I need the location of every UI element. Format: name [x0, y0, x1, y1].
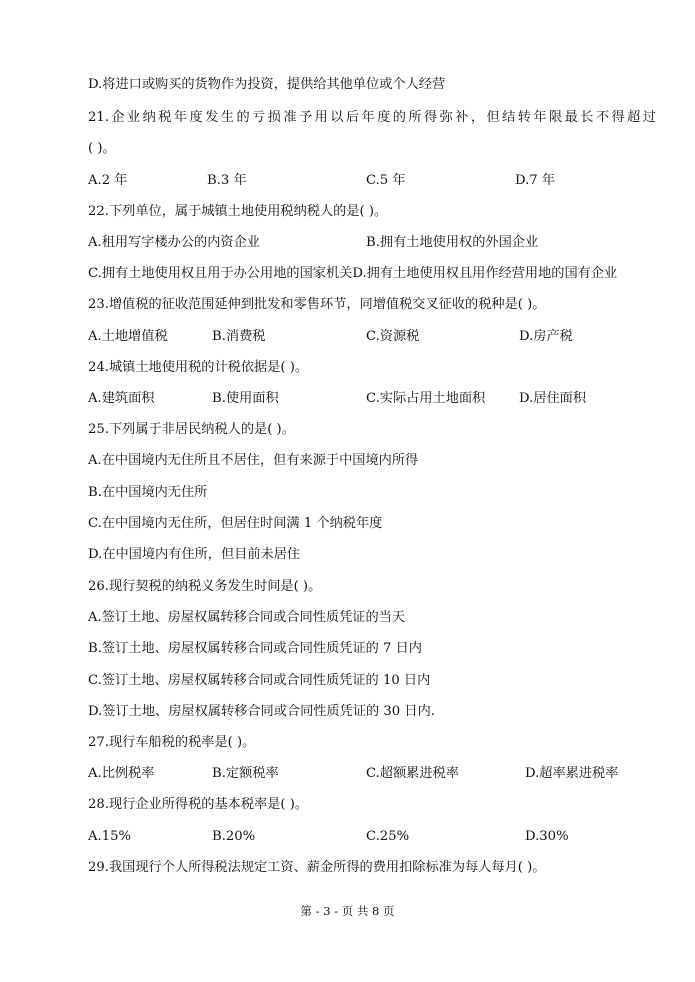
q28-option-a: A.15% [88, 829, 132, 844]
q23-option-c: C.资源税 [366, 329, 420, 344]
q24-option-b: B.使用面积 [212, 391, 279, 406]
q28-stem: 28.现行企业所得税的基本税率是( )。 [88, 797, 309, 812]
page-footer: 第 - 3 - 页 共 8 页 [300, 904, 395, 918]
q28-option-b: B.20% [212, 829, 256, 844]
q21-option-c: C.5 年 [366, 173, 406, 188]
q23-option-b: B.消费税 [212, 329, 266, 344]
q29-stem: 29.我国现行个人所得税法规定工资、薪金所得的费用扣除标准为每人每月( )。 [88, 860, 546, 875]
q23-option-a: A.土地增值税 [88, 329, 168, 344]
q21-option-d: D.7 年 [515, 173, 556, 188]
q23-stem: 23.增值税的征收范围延伸到批发和零售环节，同增值税交叉征收的税种是( )。 [88, 297, 546, 312]
q24-option-d: D.居住面积 [519, 391, 587, 406]
q24-option-a: A.建筑面积 [88, 391, 155, 406]
q24-option-c: C.实际占用土地面积 [366, 391, 486, 406]
q21-option-a: A.2 年 [88, 173, 128, 188]
q26-option-c: C.签订土地、房屋权属转移合同或合同性质凭证的 10 日内 [88, 673, 431, 688]
q24-stem: 24.城镇土地使用税的计税依据是( )。 [88, 360, 309, 375]
q25-option-c: C.在中国境内无住所，但居住时间满 1 个纳税年度 [88, 516, 383, 531]
q22-options-cd: C.拥有土地使用权且用于办公用地的国家机关D.拥有土地使用权且用作经营用地的国有企业 [88, 266, 618, 281]
q26-option-d: D.签订土地、房屋权属转移合同或合同性质凭证的 30 日内. [88, 704, 435, 719]
q22-stem: 22.下列单位，属于城镇土地使用税纳税人的是( )。 [88, 204, 388, 219]
q22-option-a: A.租用写字楼办公的内资企业 [88, 235, 260, 250]
q21-stem-blank: ( )。 [88, 141, 116, 156]
q25-option-b: B.在中国境内无住所 [88, 485, 208, 500]
q21-option-b: B.3 年 [207, 173, 247, 188]
q28-option-c: C.25% [366, 829, 410, 844]
q27-option-c: C.超额累进税率 [366, 766, 459, 781]
q20-option-d: D.将进口或购买的货物作为投资，提供给其他单位或个人经营 [88, 77, 446, 92]
q28-option-d: D.30% [525, 829, 569, 844]
q23-option-d: D.房产税 [519, 329, 573, 344]
q27-option-b: B.定额税率 [212, 766, 279, 781]
q27-option-a: A.比例税率 [88, 766, 155, 781]
q25-option-d: D.在中国境内有住所，但目前未居住 [88, 547, 301, 562]
q26-option-b: B.签订土地、房屋权属转移合同或合同性质凭证的 7 日内 [88, 641, 422, 656]
q25-stem: 25.下列属于非居民纳税人的是( )。 [88, 422, 295, 437]
q22-option-b: B.拥有土地使用权的外国企业 [366, 235, 539, 250]
q26-stem: 26.现行契税的纳税义务发生时间是( )。 [88, 579, 322, 594]
q25-option-a: A.在中国境内无住所且不居住，但有来源于中国境内所得 [88, 453, 419, 468]
q27-option-d: D.超率累进税率 [525, 766, 619, 781]
q27-stem: 27.现行车船税的税率是( )。 [88, 735, 256, 750]
q21-stem: 21.企业纳税年度发生的亏损准予用以后年度的所得弥补，但结转年限最长不得超过 [88, 110, 656, 125]
q26-option-a: A.签订土地、房屋权属转移合同或合同性质凭证的当天 [88, 610, 406, 625]
